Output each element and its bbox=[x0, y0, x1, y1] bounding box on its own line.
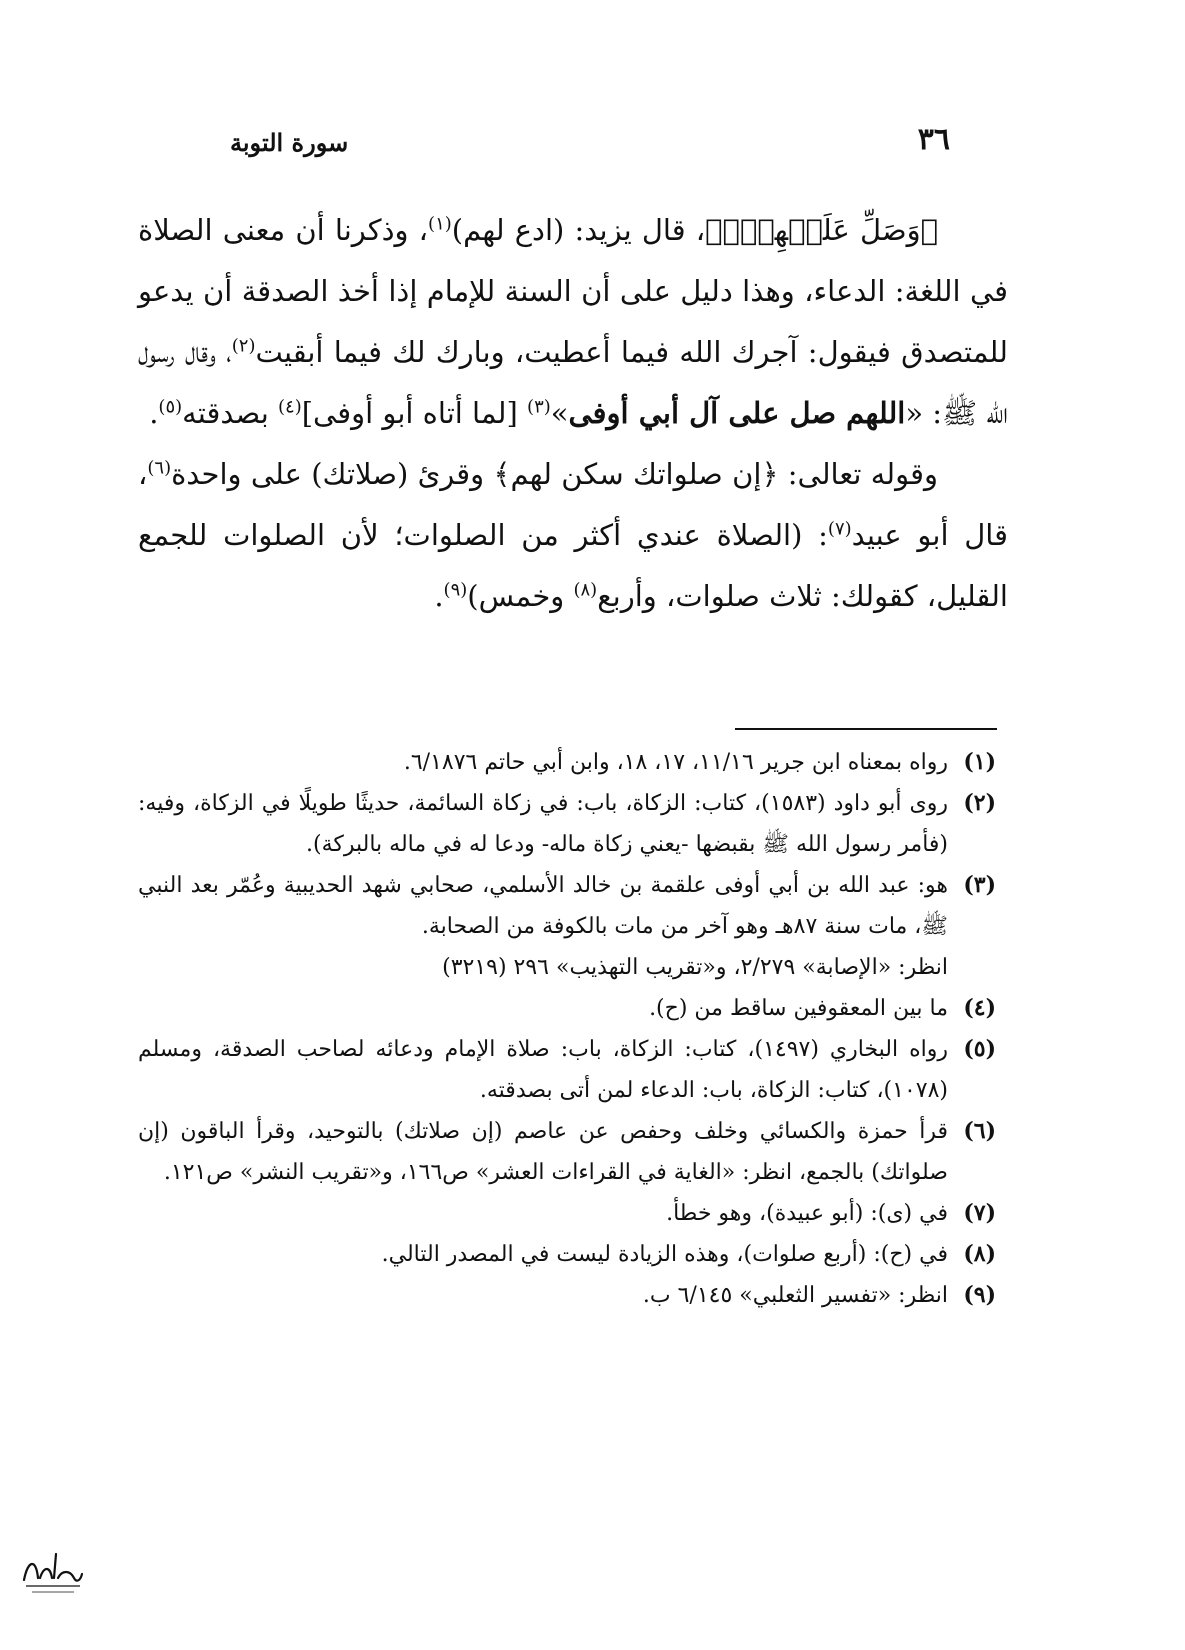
footnote-ref: (٦) bbox=[147, 457, 172, 479]
footnotes bbox=[138, 742, 996, 1316]
footnote-number: (٦) bbox=[963, 1118, 996, 1144]
footnote-7 bbox=[138, 1193, 996, 1234]
footnote-text: قرأ حمزة والكسائي وخلف وحفص عن عاصم (إن صلاتك) بالتوحيد، وقرأ الباقون (إن صلواتك) بالجمع، انظر: «الغاية في القراءات العشر» ص١٦٦، و«تقريب النشر» ص١٢١. bbox=[138, 1119, 948, 1185]
footnote-1 bbox=[138, 742, 996, 783]
footnote-5 bbox=[138, 1029, 996, 1111]
running-title: سورة التوبة bbox=[230, 128, 349, 157]
footnote-ref: (٩) bbox=[443, 579, 468, 601]
footnote-text: هو: عبد الله بن أبي أوفى علقمة بن خالد الأسلمي، صحابي شهد الحديبية وعُمّر بعد النبي ﷺ، مات سنة ٨٧هـ وهو آخر من مات بالكوفة من الصحابة. bbox=[138, 873, 948, 939]
footnote-text: روى أبو داود (١٥٨٣)، كتاب: الزكاة، باب: في زكاة السائمة، حديثًا طويلًا في الزكاة، وفيه: (فأمر رسول الله ﷺ بقبضها -يعني زكاة ماله- ودعا له في ماله بالبركة). bbox=[138, 791, 948, 857]
footnote-ref: (٧) bbox=[827, 518, 852, 540]
footnote-number: (٨) bbox=[963, 1241, 996, 1267]
footnote-number: (٤) bbox=[963, 995, 996, 1021]
footnote-number: (١) bbox=[963, 749, 996, 775]
footnote-number: (٩) bbox=[963, 1282, 996, 1308]
footnote-text: انظر: «الإصابة» ٢/٢٧٩، و«تقريب التهذيب» ٢٩٦ (٣٢١٩) bbox=[442, 955, 948, 980]
page-header bbox=[230, 122, 950, 172]
footnote-ref: (٨) bbox=[573, 579, 598, 601]
footnote-text: رواه بمعناه ابن جرير ١١/١٦، ١٧، ١٨، وابن أبي حاتم ٦/١٨٧٦. bbox=[403, 750, 948, 775]
footnote-ref: (١) bbox=[428, 213, 452, 235]
footnote-number: (٣) bbox=[963, 872, 996, 898]
footnote-4 bbox=[138, 988, 996, 1029]
footnote-text: انظر: «تفسير الثعلبي» ٦/١٤٥ ب. bbox=[642, 1283, 948, 1308]
calligraphy-logo-icon bbox=[18, 1540, 88, 1600]
footnote-6 bbox=[138, 1111, 996, 1193]
footnote-ref: (٢) bbox=[231, 335, 256, 357]
footnote-9 bbox=[138, 1275, 996, 1316]
footnote-text: رواه البخاري (١٤٩٧)، كتاب: الزكاة، باب: صلاة الإمام ودعائه لصاحب الصدقة، ومسلم (١٠٧٨)، كتاب: الزكاة، باب: الدعاء لمن أتى بصدقته. bbox=[138, 1037, 948, 1103]
quran-quote: ﴿وَصَلِّ عَلَيۡهِمۡۖ﴾ bbox=[705, 213, 938, 247]
footnote-2 bbox=[138, 783, 996, 865]
watermark-logo bbox=[18, 1540, 88, 1600]
paragraph-2: وقوله تعالى: ﴿إن صلواتك سكن لهم﴾ وقرئ (صلاتك) على واحدة$^{(٦)}$، قال أبو عبيد$^{(٧)}$: (الصلاة عندي أكثر من الصلوات؛ لأن الصلوات للجمع القليل، كقولك: ثلاث صلوات، وأربع$^{(٨)}$ وخمس)$^{(٩)}$. bbox=[138, 457, 1008, 613]
footnote-number: (٧) bbox=[963, 1200, 996, 1226]
footnote-text: في (ى): (أبو عبيدة)، وهو خطأ. bbox=[666, 1201, 948, 1226]
footnote-ref: (٤) bbox=[277, 396, 302, 418]
main-text bbox=[138, 200, 1008, 627]
footnote-ref: (٣) bbox=[527, 396, 551, 418]
paragraph-1: ﴿وَصَلِّ عَلَيۡهِمۡۖ﴾، قال يزيد: (ادع لهم)$^{(١)}$، وذكرنا أن معنى الصلاة في اللغة: الدعاء، وهذا دليل على أن السنة للإمام إذا أخذ الصدقة أن يدعو للمتصدق فيقول: آجرك الله فيما أعطيت، وبارك لك فيما أبقيت$^{(٢)}$، وقال رسول الله ﷺ: «اللهم صل على آل أبي أوفى»$^{(٣)}$ [لما أتاه أبو أوفى]$^{(٤)}$ بصدقته$^{(٥)}$. bbox=[138, 213, 1008, 430]
footnote-text: في (ح): (أربع صلوات)، وهذه الزيادة ليست في المصدر التالي. bbox=[381, 1242, 948, 1267]
footnote-number: (٢) bbox=[963, 790, 996, 816]
page-number: ٣٦ bbox=[917, 122, 950, 157]
footnote-separator bbox=[735, 728, 997, 730]
hadith-text: اللهم صل على آل أبي أوفى bbox=[568, 396, 906, 430]
footnote-3 bbox=[138, 865, 996, 988]
footnote-text: ما بين المعقوفين ساقط من (ح). bbox=[649, 996, 948, 1021]
footnote-8 bbox=[138, 1234, 996, 1275]
footnote-ref: (٥) bbox=[158, 396, 183, 418]
footnote-number: (٥) bbox=[963, 1036, 996, 1062]
